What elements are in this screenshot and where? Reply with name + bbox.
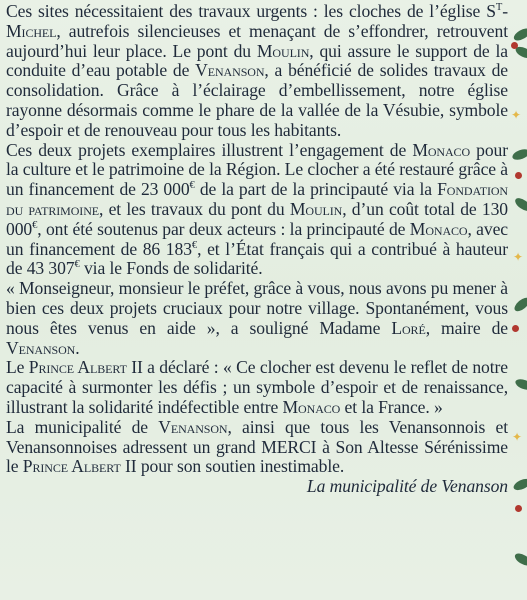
text-span: pour la culture et le patrimoine de la Région. Le clocher a été restauré grâce à un financement de 23 000	[6, 139, 508, 200]
place-name: Monaco	[412, 139, 471, 160]
article-body	[6, 2, 508, 497]
text-span: , autrefois silencieuses et menaçant de s’effondrer, retrouvent aujourd’hui leur place. Le pont du	[6, 20, 508, 61]
person-name: Prince Albert	[22, 456, 121, 477]
text-span: , ainsi que tous les Venansonnois et Venansonnoises adressent un grand MERCI à Son Altesse Sérénissime le	[6, 416, 508, 477]
holly-decoration	[503, 0, 527, 600]
person-name: Prince Albert	[28, 357, 127, 378]
person-name: Loré	[391, 317, 426, 338]
holly-leaf-icon	[514, 377, 527, 392]
star-icon: ✦	[511, 108, 522, 122]
text-span: La municipalité de	[6, 416, 159, 437]
paragraph-quote-mayor	[6, 279, 508, 358]
text-span: S	[486, 1, 496, 21]
text-span: Le	[6, 357, 29, 378]
star-icon: ✦	[513, 250, 524, 264]
signature: La municipalité de Venanson	[306, 476, 508, 497]
holly-leaf-icon	[513, 196, 527, 214]
text-span: Ces sites nécessitaient des travaux urgents : les cloches de l’église	[6, 1, 487, 21]
holly-leaf-icon	[512, 26, 527, 43]
text-span: -	[502, 1, 508, 21]
place-name: Venanson	[6, 337, 76, 358]
place-name: Monaco	[409, 218, 468, 239]
holly-leaf-icon	[511, 147, 527, 162]
place-name: Michel	[6, 20, 57, 41]
text-span: , a bénéficié de solides travaux de consolidation. Grâce à l’éclairage d’embellissement, notre église rayonne désormais comme le phare de la vallée de la Vésubie, symbole d’espoir et de renouveau pour tous les habitants.	[6, 60, 508, 140]
text-span: Ces deux projets exemplaires illustrent l’engagement de	[6, 139, 413, 160]
star-icon: ✦	[512, 430, 523, 444]
holly-berry-icon	[515, 505, 522, 512]
euro-sign: €	[191, 239, 198, 251]
text-span: et la France. »	[340, 396, 443, 417]
organization-name: Fondation du patrimoine	[6, 179, 508, 219]
paragraph-thanks	[6, 418, 508, 477]
text-span: , avec un financement de 86 183	[6, 218, 509, 259]
text-span: II a déclaré : « Ce clocher est devenu le reflet de notre capacité à surmonter les défis ; un symbole d’espoir et de renaissance, illustrant la solidarité indéfectible entre	[6, 357, 508, 417]
text-span: via le Fonds de solidarité.	[79, 258, 263, 279]
place-name: Moulin	[256, 40, 310, 61]
holly-berry-icon	[511, 42, 518, 49]
text-span: , et l’État français qui a contribué à hauteur de 43 307	[6, 238, 508, 279]
place-name: Venanson	[195, 60, 265, 81]
paragraph-quote-prince	[6, 358, 508, 417]
text-span: , d’un coût total de 130 000	[6, 198, 508, 239]
holly-leaf-icon	[513, 551, 527, 568]
paragraph-works	[6, 2, 508, 141]
holly-leaf-icon	[512, 477, 527, 493]
text-span: de la part de la principauté via la	[194, 179, 438, 200]
text-span: , maire de	[425, 317, 508, 338]
euro-sign: €	[32, 219, 38, 231]
place-name: Venanson	[158, 416, 228, 437]
place-name: Moulin	[289, 198, 343, 219]
text-span: « Monseigneur, monsieur le préfet, grâce à vous, nous avons pu mener à bien ces deux projets cruciaux pour notre village. Spontanément, vous nous êtes venus en aide », a souligné Madame	[6, 278, 508, 338]
text-span: , ont été soutenus par deux acteurs : la principauté de	[37, 218, 410, 239]
superscript: T	[495, 2, 503, 14]
text-span: , et les travaux du pont du	[99, 198, 290, 219]
holly-berry-icon	[515, 172, 522, 179]
paragraph-funding	[6, 141, 508, 280]
text-span: , qui assure le support de la conduite d’eau potable de	[6, 40, 508, 81]
holly-leaf-icon	[512, 295, 527, 313]
text-span: .	[75, 337, 80, 358]
place-name: Monaco	[282, 396, 341, 417]
euro-sign: €	[189, 180, 195, 192]
euro-sign: €	[74, 259, 80, 271]
text-span: II pour son soutien inestimable.	[120, 456, 345, 477]
holly-berry-icon	[512, 325, 519, 332]
